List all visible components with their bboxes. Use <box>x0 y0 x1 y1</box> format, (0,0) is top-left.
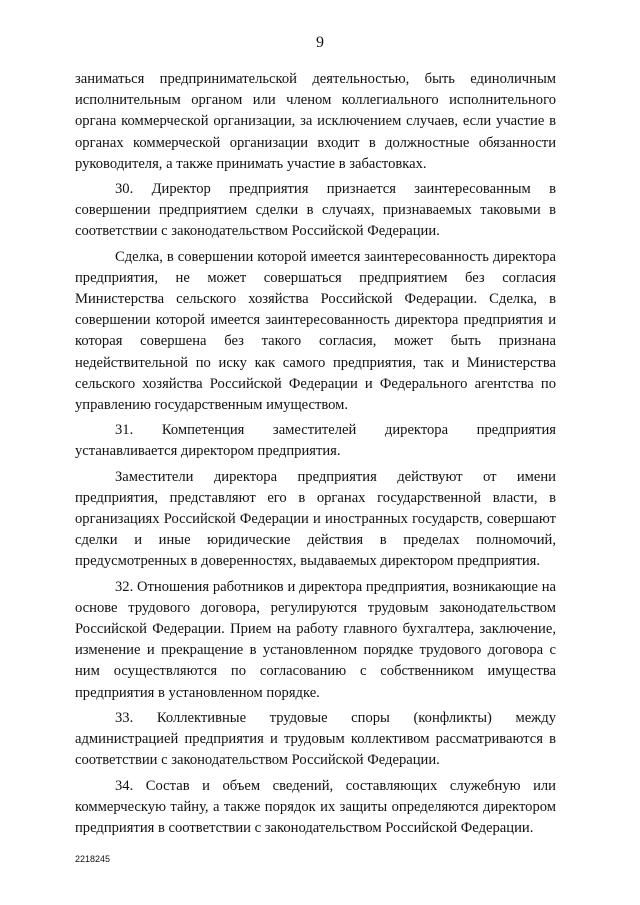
document-body <box>75 69 556 843</box>
page-number: 9 <box>316 34 324 51</box>
paragraph-31: 31. Компетенция заместителей директора предприятия устанавливается директором предприятия. <box>75 422 556 460</box>
paragraph-34: 34. Состав и объем сведений, составляющих служебную или коммерческую тайну, а также порядок их защиты определяются директором предприятия в соответствии с законодательством Российской Федерации. <box>75 777 556 836</box>
paragraph-transaction-consent: Сделка, в совершении которой имеется заинтересованность директора предприятия, не может совершаться предприятием без согласия Министерства сельского хозяйства Российской Федерации. Сделка, в совершении которой имеется заинтересованность директора предприятия и которая совершена без такого согласия, может быть признана недействительной по иску как самого предприятия, так и Министерства сельского хозяйства Российской Федерации и Федерального агентства по управлению государственным имуществом. <box>75 248 556 414</box>
paragraph-32: 32. Отношения работников и директора предприятия, возникающие на основе трудового договора, регулируются трудовым законодательством Российской Федерации. Прием на работу главного бухгалтера, заключение, изменение и прекращение в установленном порядке трудового договора с ним осуществляются по согласованию с собственником имущества предприятия в установленном порядке. <box>75 578 556 701</box>
document-code: 2218245 <box>75 854 111 864</box>
paragraph-continuation: заниматься предпринимательской деятельностью, быть единоличным исполнительным органом или членом коллегиального исполнительного органа коммерческой организации, за исключением случаев, если участие в органах коммерческой организации входит в должностные обязанности руководителя, а также принимать участие в забастовках. <box>75 71 556 172</box>
paragraph-deputies: Заместители директора предприятия действуют от имени предприятия, представляют его в органах государственной власти, в организациях Российской Федерации и иностранных государств, совершают сделки и иные юридические действия в пределах полномочий, предусмотренных в доверенностях, выдаваемых директором предприятия. <box>75 468 556 570</box>
paragraph-30: 30. Директор предприятия признается заинтересованным в совершении предприятием сделки в случаях, признаваемых таковыми в соответствии с законодательством Российской Федерации. <box>75 181 556 240</box>
paragraph-33: 33. Коллективные трудовые споры (конфликты) между администрацией предприятия и трудовым коллективом рассматриваются в соответствии с законодательством Российской Федерации. <box>75 709 556 769</box>
